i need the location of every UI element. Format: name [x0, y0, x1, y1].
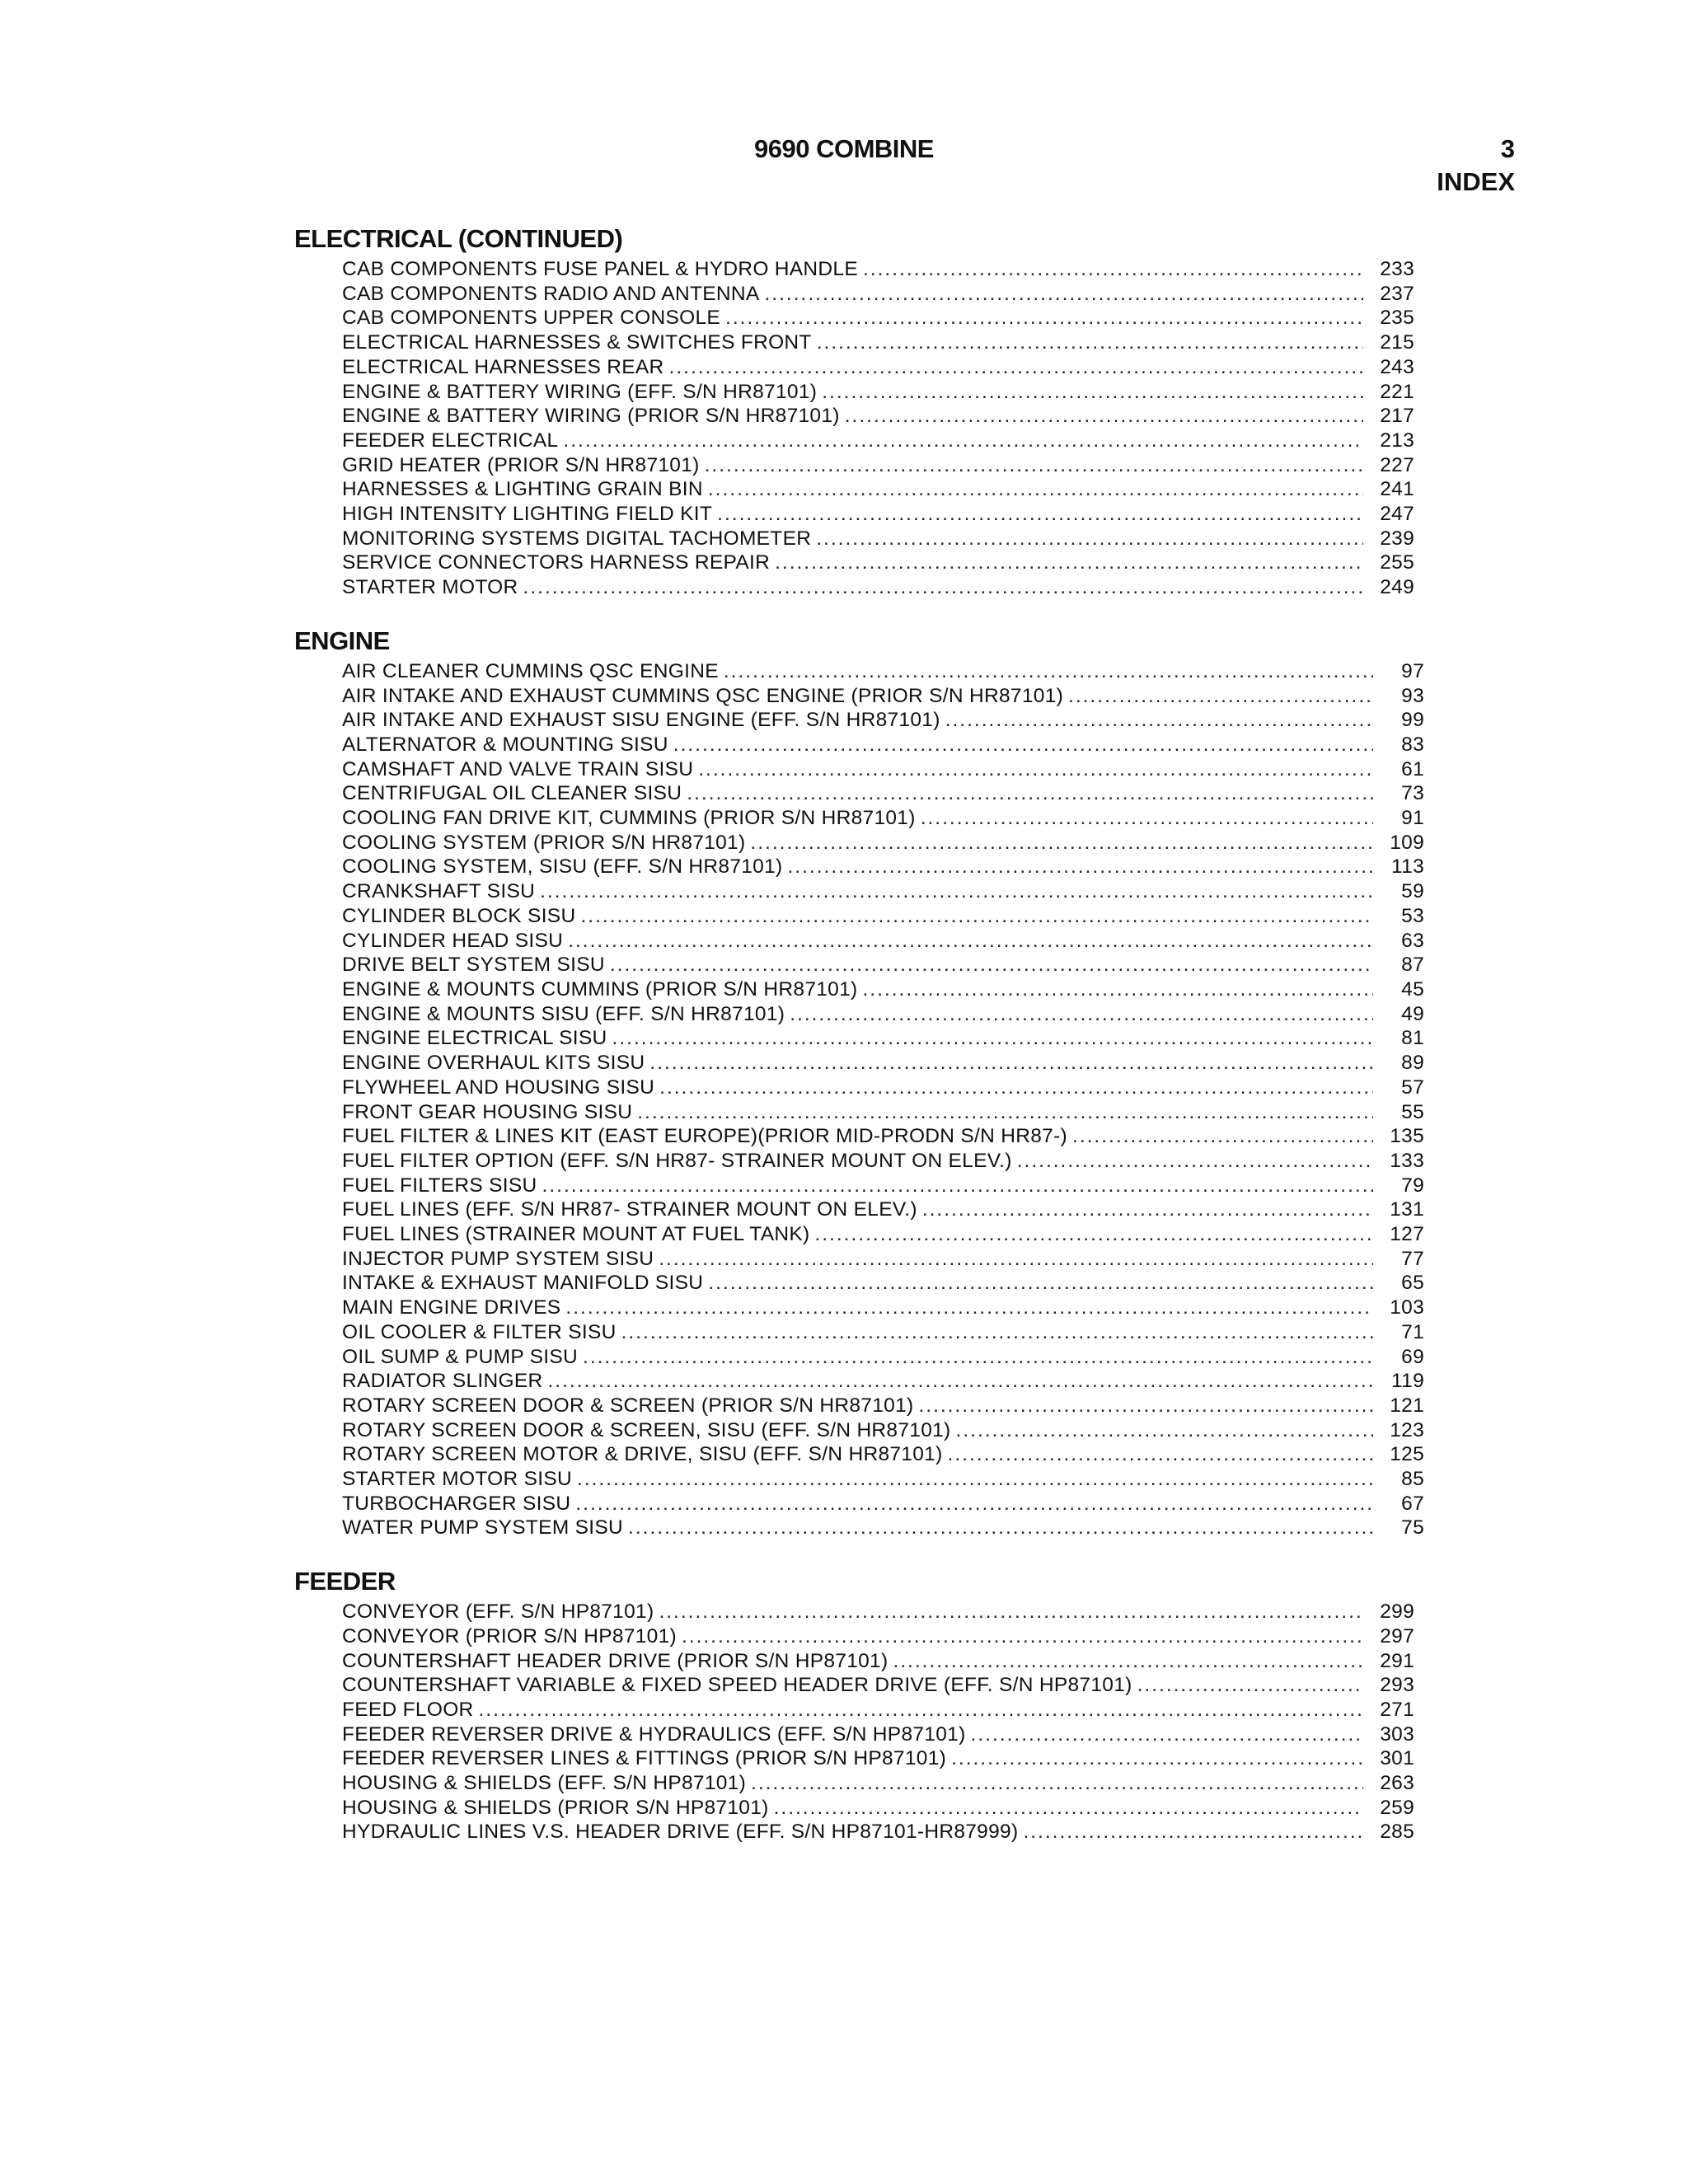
dot-leader [862, 977, 1373, 1002]
index-entry [342, 1673, 1414, 1698]
entry-label: CAB COMPONENTS UPPER CONSOLE [342, 307, 721, 330]
entry-label: ELECTRICAL HARNESSES & SWITCHES FRONT [342, 331, 812, 354]
entry-label: ELECTRICAL HARNESSES REAR [342, 355, 664, 378]
entry-label: HOUSING & SHIELDS (EFF. S/N HP87101) [342, 1772, 747, 1795]
entry-label: CAB COMPONENTS RADIO AND ANTENNA [342, 282, 760, 305]
entry-label: ENGINE & MOUNTS CUMMINS (PRIOR S/N HR87101) [342, 977, 858, 1001]
entry-label: CRANKSHAFT SISU [342, 880, 536, 903]
entry-label: CYLINDER HEAD SISU [342, 929, 564, 952]
entry-page-number: 85 [1401, 1468, 1424, 1491]
index-entry [342, 977, 1424, 1002]
dot-leader [523, 575, 1363, 600]
entry-label: MONITORING SYSTEMS DIGITAL TACHOMETER [342, 527, 812, 550]
entry-page-number: 233 [1380, 258, 1414, 280]
dot-leader [687, 781, 1373, 806]
entry-label: ENGINE ELECTRICAL SISU [342, 1027, 607, 1050]
index-section-feeder [294, 1565, 1414, 1844]
dot-leader [542, 1174, 1373, 1198]
entry-page-number: 293 [1380, 1674, 1414, 1697]
entry-page-number: 55 [1401, 1100, 1424, 1123]
entry-label: COUNTERSHAFT VARIABLE & FIXED SPEED HEADER DRIVE (EFF. S/N HP87101) [342, 1674, 1132, 1697]
index-entry [342, 806, 1424, 831]
entry-label: HARNESSES & LIGHTING GRAIN BIN [342, 478, 703, 501]
dot-leader [621, 1320, 1373, 1345]
entry-page-number: 89 [1401, 1052, 1424, 1075]
dot-leader [575, 1492, 1373, 1516]
index-entry [342, 1247, 1424, 1272]
index-entry [342, 1320, 1424, 1345]
index-entry [342, 1051, 1424, 1076]
entry-page-number: 109 [1390, 831, 1424, 854]
dot-leader [705, 453, 1363, 478]
entry-label: AIR CLEANER CUMMINS QSC ENGINE [342, 659, 719, 682]
entry-list [342, 1600, 1414, 1844]
entry-label: AIR INTAKE AND EXHAUST SISU ENGINE (EFF. S/N HR87101) [342, 709, 940, 732]
index-entry [342, 1369, 1424, 1394]
dot-leader [764, 282, 1363, 307]
entry-label: FEEDER REVERSER LINES & FITTINGS (PRIOR S/N HP87101) [342, 1747, 947, 1770]
dot-leader [708, 477, 1363, 502]
entry-label: DRIVE BELT SYSTEM SISU [342, 954, 605, 977]
index-entry [342, 306, 1414, 330]
entry-label: ENGINE & MOUNTS SISU (EFF. S/N HR87101) [342, 1002, 785, 1025]
entry-label: OIL COOLER & FILTER SISU [342, 1320, 617, 1343]
index-entry [342, 527, 1414, 551]
entry-page-number: 103 [1390, 1296, 1424, 1319]
entry-page-number: 99 [1401, 709, 1424, 732]
entry-label: FUEL FILTER & LINES KIT (EAST EUROPE)(PRIOR MID-PRODN S/N HR87-) [342, 1125, 1068, 1148]
index-entry [342, 1149, 1424, 1174]
entry-page-number: 259 [1380, 1796, 1414, 1819]
dot-leader [1137, 1673, 1363, 1698]
index-entry [342, 1600, 1414, 1624]
entry-label: CAMSHAFT AND VALVE TRAIN SISU [342, 757, 694, 780]
index-content [294, 223, 1424, 1869]
index-entry [342, 929, 1424, 954]
dot-leader [814, 1222, 1373, 1247]
dot-leader [698, 757, 1373, 782]
entry-label: CENTRIFUGAL OIL CLEANER SISU [342, 782, 682, 805]
entry-page-number: 57 [1401, 1076, 1424, 1099]
entry-page-number: 263 [1380, 1772, 1414, 1795]
dot-leader [659, 1247, 1373, 1272]
entry-label: INTAKE & EXHAUST MANIFOLD SISU [342, 1272, 704, 1295]
dot-leader [1068, 684, 1373, 709]
entry-label: FEEDER REVERSER DRIVE & HYDRAULICS (EFF. S/N HP87101) [342, 1722, 966, 1746]
index-entry [342, 404, 1414, 429]
index-entry [342, 380, 1414, 405]
dot-leader [863, 257, 1363, 282]
entry-label: CYLINDER BLOCK SISU [342, 904, 576, 927]
entry-page-number: 91 [1401, 807, 1424, 830]
index-entry [342, 1026, 1424, 1051]
index-entry [342, 1649, 1414, 1674]
entry-page-number: 271 [1380, 1698, 1414, 1721]
index-entry [342, 904, 1424, 929]
dot-leader [775, 551, 1363, 575]
entry-label: ENGINE & BATTERY WIRING (PRIOR S/N HR87101) [342, 405, 840, 428]
dot-leader [922, 1197, 1373, 1222]
index-entry [342, 1076, 1424, 1100]
entry-label: STARTER MOTOR SISU [342, 1468, 573, 1491]
index-entry [342, 781, 1424, 806]
index-entry [342, 1771, 1414, 1796]
entry-page-number: 123 [1390, 1418, 1424, 1441]
entry-label: RADIATOR SLINGER [342, 1370, 543, 1393]
dot-leader [893, 1649, 1363, 1674]
dot-leader [548, 1369, 1374, 1394]
index-entry [342, 953, 1424, 977]
index-entry [342, 1345, 1424, 1370]
entry-page-number: 79 [1401, 1174, 1424, 1197]
entry-page-number: 59 [1401, 880, 1424, 903]
index-entry [342, 708, 1424, 733]
entry-label: CONVEYOR (EFF. S/N HP87101) [342, 1601, 654, 1624]
index-entry [342, 1124, 1424, 1149]
entry-label: TURBOCHARGER SISU [342, 1492, 571, 1515]
entry-label: ROTARY SCREEN MOTOR & DRIVE, SISU (EFF. S/N HR87101) [342, 1443, 943, 1466]
index-entry [342, 330, 1414, 355]
entry-label: WATER PUMP SYSTEM SISU [342, 1516, 624, 1540]
index-entry [342, 831, 1424, 855]
entry-page-number: 127 [1390, 1223, 1424, 1246]
entry-label: FUEL FILTER OPTION (EFF. S/N HR87- STRAINER MOUNT ON ELEV.) [342, 1149, 1012, 1172]
entry-page-number: 235 [1380, 307, 1414, 330]
index-section-engine [294, 625, 1424, 1540]
entry-label: HYDRAULIC LINES V.S. HEADER DRIVE (EFF. S/N HP87101-HR87999) [342, 1821, 1019, 1844]
entry-label: HOUSING & SHIELDS (PRIOR S/N HP87101) [342, 1796, 769, 1819]
entry-label: FUEL FILTERS SISU [342, 1174, 537, 1197]
entry-page-number: 93 [1401, 684, 1424, 707]
index-entry [342, 429, 1414, 453]
dot-leader [568, 929, 1373, 954]
entry-page-number: 285 [1380, 1821, 1414, 1844]
index-entry [342, 1174, 1424, 1198]
index-entry [342, 1722, 1414, 1747]
entry-page-number: 69 [1401, 1345, 1424, 1368]
entry-label: FRONT GEAR HOUSING SISU [342, 1100, 633, 1123]
dot-leader [971, 1722, 1363, 1747]
entry-list [342, 659, 1424, 1540]
index-entry [342, 477, 1414, 502]
index-entry [342, 1296, 1424, 1320]
dot-leader [750, 831, 1373, 855]
dot-leader [921, 806, 1373, 831]
entry-page-number: 73 [1401, 782, 1424, 805]
entry-page-number: 239 [1380, 527, 1414, 550]
document-title: 9690 COMBINE [754, 134, 934, 163]
entry-label: COUNTERSHAFT HEADER DRIVE (PRIOR S/N HP87101) [342, 1649, 889, 1672]
dot-leader [948, 1442, 1373, 1467]
index-entry [342, 1624, 1414, 1649]
dot-leader [817, 330, 1363, 355]
dot-leader [649, 1051, 1373, 1076]
index-entry [342, 855, 1424, 879]
entry-page-number: 255 [1380, 551, 1414, 574]
dot-leader [610, 953, 1373, 977]
entry-page-number: 45 [1401, 977, 1424, 1001]
index-entry [342, 355, 1414, 380]
dot-leader [673, 733, 1373, 757]
entry-label: CONVEYOR (PRIOR S/N HP87101) [342, 1624, 677, 1647]
dot-leader [724, 659, 1373, 684]
index-section-electrical [294, 223, 1414, 600]
entry-page-number: 297 [1380, 1624, 1414, 1647]
entry-page-number: 217 [1380, 405, 1414, 428]
index-entry [342, 1698, 1414, 1722]
entry-page-number: 215 [1380, 331, 1414, 354]
entry-page-number: 87 [1401, 954, 1424, 977]
entry-label: SERVICE CONNECTORS HARNESS REPAIR [342, 551, 771, 574]
dot-leader [577, 1467, 1373, 1492]
index-entry [342, 684, 1424, 709]
entry-page-number: 53 [1401, 904, 1424, 927]
dot-leader [951, 1746, 1363, 1771]
entry-page-number: 213 [1380, 429, 1414, 452]
index-entry [342, 1271, 1424, 1296]
index-entry [342, 733, 1424, 757]
entry-page-number: 221 [1380, 380, 1414, 403]
entry-page-number: 241 [1380, 478, 1414, 501]
entry-page-number: 249 [1380, 576, 1414, 599]
entry-page-number: 67 [1401, 1492, 1424, 1515]
dot-leader [788, 855, 1374, 879]
index-entry [342, 453, 1414, 478]
entry-page-number: 125 [1390, 1443, 1424, 1466]
index-entry [342, 502, 1414, 527]
dot-leader [1023, 1820, 1363, 1844]
dot-leader [659, 1076, 1373, 1100]
dot-leader [751, 1771, 1363, 1796]
entry-label: FLYWHEEL AND HOUSING SISU [342, 1076, 655, 1099]
dot-leader [682, 1624, 1363, 1649]
dot-leader [479, 1698, 1363, 1722]
entry-page-number: 65 [1401, 1272, 1424, 1295]
entry-page-number: 83 [1401, 733, 1424, 756]
index-entry [342, 1100, 1424, 1125]
index-entry [342, 551, 1414, 575]
entry-page-number: 121 [1390, 1394, 1424, 1417]
index-entry [342, 1746, 1414, 1771]
section-heading: ELECTRICAL (CONTINUED) [294, 224, 623, 253]
entry-label: MAIN ENGINE DRIVES [342, 1296, 561, 1319]
entry-page-number: 237 [1380, 282, 1414, 305]
entry-page-number: 243 [1380, 355, 1414, 378]
entry-list [342, 257, 1414, 600]
dot-leader [628, 1516, 1373, 1540]
entry-page-number: 81 [1401, 1027, 1424, 1050]
entry-label: FUEL LINES (EFF. S/N HR87- STRAINER MOUNT ON ELEV.) [342, 1198, 917, 1221]
index-entry [342, 1442, 1424, 1467]
entry-label: COOLING FAN DRIVE KIT, CUMMINS (PRIOR S/N HR87101) [342, 807, 916, 830]
entry-page-number: 299 [1380, 1601, 1414, 1624]
dot-leader [583, 1345, 1373, 1370]
entry-page-number: 97 [1401, 659, 1424, 682]
index-entry [342, 879, 1424, 904]
entry-label: ROTARY SCREEN DOOR & SCREEN, SISU (EFF. S/N HR87101) [342, 1418, 951, 1441]
dot-leader [1072, 1124, 1373, 1149]
dot-leader [563, 429, 1363, 453]
entry-label: ENGINE & BATTERY WIRING (EFF. S/N HR87101) [342, 380, 818, 403]
page-number: 3 [1500, 134, 1515, 163]
index-entry [342, 1222, 1424, 1247]
index-entry [342, 659, 1424, 684]
entry-label: FUEL LINES (STRAINER MOUNT AT FUEL TANK) [342, 1223, 810, 1246]
entry-label: GRID HEATER (PRIOR S/N HR87101) [342, 453, 700, 476]
entry-page-number: 301 [1380, 1747, 1414, 1770]
dot-leader [612, 1026, 1373, 1051]
entry-page-number: 63 [1401, 929, 1424, 952]
entry-label: CAB COMPONENTS FUSE PANEL & HYDRO HANDLE [342, 258, 858, 280]
dot-leader [725, 306, 1363, 330]
index-entry [342, 1820, 1414, 1844]
dot-leader [1017, 1149, 1373, 1174]
entry-label: OIL SUMP & PUMP SISU [342, 1345, 579, 1368]
entry-label: ROTARY SCREEN DOOR & SCREEN (PRIOR S/N HR87101) [342, 1394, 914, 1417]
dot-leader [708, 1271, 1373, 1296]
dot-leader [540, 879, 1373, 904]
dot-leader [774, 1796, 1363, 1821]
entry-label: COOLING SYSTEM, SISU (EFF. S/N HR87101) [342, 855, 783, 879]
entry-page-number: 61 [1401, 757, 1424, 780]
section-heading: FEEDER [294, 1567, 396, 1596]
dot-leader [717, 502, 1363, 527]
entry-label: STARTER MOTOR [342, 576, 518, 599]
entry-label: COOLING SYSTEM (PRIOR S/N HR87101) [342, 831, 746, 854]
entry-page-number: 49 [1401, 1002, 1424, 1025]
entry-page-number: 135 [1390, 1125, 1424, 1148]
entry-label: ALTERNATOR & MOUNTING SISU [342, 733, 668, 756]
entry-page-number: 131 [1390, 1198, 1424, 1221]
entry-page-number: 227 [1380, 453, 1414, 476]
dot-leader [790, 1002, 1373, 1027]
entry-page-number: 303 [1380, 1722, 1414, 1746]
index-entry [342, 575, 1414, 600]
entry-label: FEED FLOOR [342, 1698, 474, 1721]
dot-leader [945, 708, 1373, 733]
index-entry [342, 257, 1414, 282]
index-label: INDEX [1437, 167, 1515, 196]
dot-leader [918, 1394, 1373, 1418]
entry-page-number: 77 [1401, 1247, 1424, 1270]
index-entry [342, 1394, 1424, 1418]
dot-leader [956, 1418, 1373, 1443]
entry-page-number: 113 [1391, 855, 1424, 879]
index-entry [342, 1197, 1424, 1222]
entry-label: INJECTOR PUMP SYSTEM SISU [342, 1247, 654, 1270]
index-entry [342, 282, 1414, 307]
dot-leader [816, 527, 1363, 551]
index-entry [342, 1796, 1414, 1821]
index-entry [342, 757, 1424, 782]
entry-page-number: 247 [1380, 503, 1414, 526]
entry-label: HIGH INTENSITY LIGHTING FIELD KIT [342, 503, 713, 526]
dot-leader [565, 1296, 1373, 1320]
dot-leader [669, 355, 1363, 380]
entry-label: AIR INTAKE AND EXHAUST CUMMINS QSC ENGINE (PRIOR S/N HR87101) [342, 684, 1064, 707]
entry-page-number: 133 [1390, 1149, 1424, 1172]
entry-page-number: 291 [1380, 1649, 1414, 1672]
section-heading: ENGINE [294, 626, 390, 655]
dot-leader [845, 404, 1363, 429]
entry-page-number: 119 [1391, 1370, 1424, 1393]
entry-page-number: 75 [1401, 1516, 1424, 1540]
index-entry [342, 1467, 1424, 1492]
dot-leader [659, 1600, 1363, 1624]
dot-leader [580, 904, 1373, 929]
entry-label: FEEDER ELECTRICAL [342, 429, 559, 452]
dot-leader [637, 1100, 1373, 1125]
index-entry [342, 1418, 1424, 1443]
entry-label: ENGINE OVERHAUL KITS SISU [342, 1052, 645, 1075]
index-entry [342, 1492, 1424, 1516]
entry-page-number: 71 [1401, 1320, 1424, 1343]
dot-leader [822, 380, 1363, 405]
index-entry [342, 1002, 1424, 1027]
index-entry [342, 1516, 1424, 1540]
